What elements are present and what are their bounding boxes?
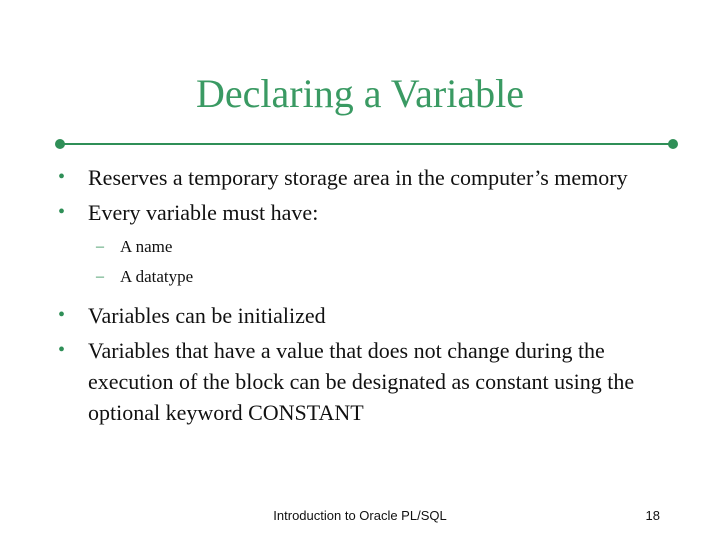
bullet-dot-icon: • bbox=[58, 304, 66, 326]
sub-bullet-item bbox=[58, 232, 668, 262]
page-number: 18 bbox=[645, 508, 660, 523]
footer-title: Introduction to Oracle PL/SQL bbox=[273, 508, 447, 523]
bullet-text: Every variable must have: bbox=[88, 200, 319, 225]
bullet-list bbox=[58, 162, 668, 432]
dash-icon: – bbox=[96, 238, 104, 255]
dash-icon: – bbox=[96, 268, 104, 285]
bullet-text: Variables that have a value that does not change during the execution of the block can be designated as constant using the optional keyword CONSTANT bbox=[88, 338, 635, 425]
bullet-item bbox=[58, 162, 668, 193]
sub-bullet-text: A name bbox=[120, 237, 173, 256]
bullet-item bbox=[58, 197, 668, 228]
bullet-dot-icon: • bbox=[58, 166, 66, 188]
bullet-text: Variables can be initialized bbox=[88, 303, 326, 328]
sub-bullet-item bbox=[58, 262, 668, 292]
title-divider bbox=[62, 143, 674, 145]
slide-title: Declaring a Variable bbox=[196, 71, 524, 116]
bullet-dot-icon: • bbox=[58, 201, 66, 223]
bullet-item bbox=[58, 335, 668, 428]
bullet-text: Reserves a temporary storage area in the computer’s memory bbox=[88, 165, 628, 190]
sub-bullet-text: A datatype bbox=[120, 267, 194, 286]
bullet-dot-icon: • bbox=[58, 339, 66, 361]
bullet-item bbox=[58, 300, 668, 331]
rule-right-endpoint bbox=[668, 139, 678, 149]
